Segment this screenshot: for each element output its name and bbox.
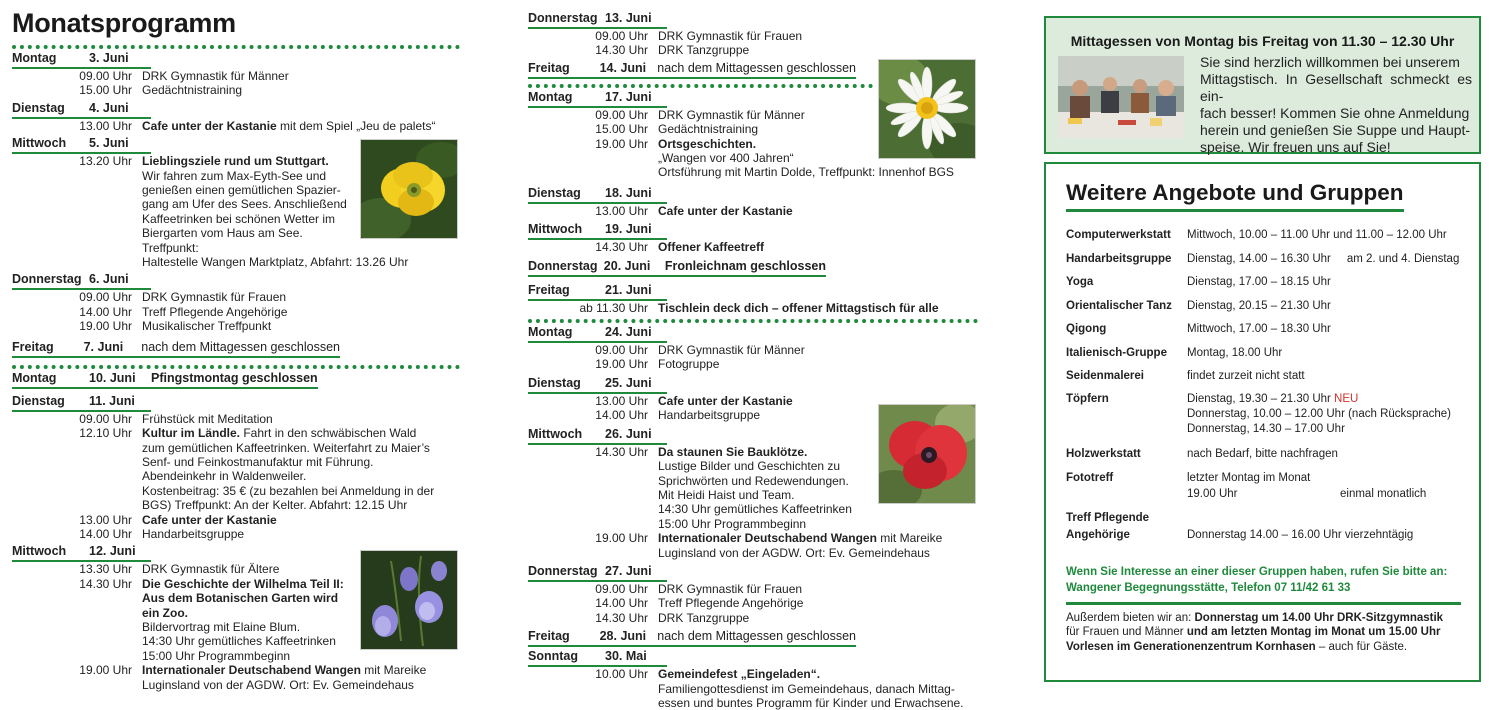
event-text: genießen einen gemütlichen Spazier- xyxy=(142,183,341,198)
day-block-di18 xyxy=(528,186,978,218)
day-block-mo10 xyxy=(12,371,460,389)
event-row: 09.00 Uhr DRK Gymnastik für Frauen xyxy=(79,290,287,305)
page-title: Monatsprogramm xyxy=(12,8,236,38)
event-row: 09.00 Uhr Frühstück mit Meditation xyxy=(79,411,273,426)
event-row: 12.10 Uhr Kultur im Ländle. Fahrt in den schwäbischen Wald xyxy=(79,426,417,441)
event-text: zum gemütlichen Kaffeetrinken. Weiterfahrt zu Maier’s xyxy=(142,440,430,455)
event-row: 13.00 Uhr Cafe unter der Kastanie xyxy=(595,203,793,218)
day-header: Dienstag 18. Juni xyxy=(528,186,667,204)
group-row-holzwerkstatt: Holzwerkstatt nach Bedarf, bitte nachfragen xyxy=(1066,447,1338,460)
event-row: 15.00 Uhr Gedächtnistraining xyxy=(79,83,243,98)
contact-info: Wenn Sie Interesse an einer dieser Gruppen haben, rufen Sie bitte an: Wangener Begegnungsstätte, Telefon 07 11/42 61 33 xyxy=(1066,564,1461,605)
event-text: Familiengottesdienst im Gemeindehaus, danach Mittag- xyxy=(658,681,955,696)
event-row: 14.30 Uhr Offener Kaffeetreff xyxy=(595,240,765,255)
event-row: 09.00 Uhr DRK Gymnastik für Frauen xyxy=(595,581,803,596)
day-block-do27 xyxy=(528,564,978,625)
program-column-1 xyxy=(12,0,460,692)
event-row: 19.00 Uhr Fotogruppe xyxy=(595,357,720,372)
dotted-separator xyxy=(12,45,460,49)
day-block-di4 xyxy=(12,101,460,133)
day-header: Sonntag 30. Mai xyxy=(528,649,667,667)
event-text: gang am Ufer des Sees. Anschließend xyxy=(142,197,347,212)
event-text: „Wangen vor 400 Jahren“ xyxy=(658,151,794,166)
day-block-do20 xyxy=(528,259,978,277)
group-row-computer: Computerwerkstatt Mittwoch, 10.00 – 11.00 Uhr und 11.00 – 12.00 Uhr xyxy=(1066,229,1447,241)
daisy-photo xyxy=(878,59,976,159)
event-text: Ortsführung mit Martin Dolde, Treffpunkt: Innenhof BGS xyxy=(658,165,954,180)
day-header: Freitag 14. Juni nach dem Mittagessen geschlossen xyxy=(528,61,856,79)
day-block-do13 xyxy=(528,11,978,58)
group-row-orient-tanz: Orientalischer Tanz Dienstag, 20.15 – 21.30 Uhr xyxy=(1066,299,1331,312)
event-text: Kaffeetrinken bei schönen Wetter im xyxy=(142,211,335,226)
lunch-heading: Mittagessen von Montag bis Freitag von 11.30 – 12.30 Uhr xyxy=(1070,33,1455,49)
dotted-separator xyxy=(528,84,873,88)
day-header: Dienstag 25. Juni xyxy=(528,376,667,394)
day-header: Freitag 28. Juni nach dem Mittagessen geschlossen xyxy=(528,629,856,647)
event-row: 13.00 Uhr Cafe unter der Kastanie xyxy=(79,512,277,527)
event-row: 14.00 Uhr Treff Pflegende Angehörige xyxy=(595,596,804,611)
info-column xyxy=(1044,0,1481,703)
day-block-fr28 xyxy=(528,629,978,647)
day-block-mo3 xyxy=(12,51,460,98)
day-header: Donnerstag 13. Juni xyxy=(528,11,667,29)
group-row-fototreff: Fototreff letzter Montag im Monat 19.00 Uhr einmal monatlich xyxy=(1066,471,1427,500)
event-row: 19.00 Uhr Internationaler Deutschabend Wangen mit Mareike xyxy=(595,531,943,546)
event-text: Mit Heidi Haist und Team. xyxy=(658,487,795,502)
event-text: ein Zoo. xyxy=(142,605,188,620)
event-text: essen und buntes Programm für Kinder und Erwachsene. xyxy=(658,695,964,710)
group-row-treff-pflegende: Treff Pflegende Angehörige Donnerstag 14.00 – 16.00 Uhr vierzehntägig xyxy=(1066,511,1414,541)
group-row-qigong: Qigong Mittwoch, 17.00 – 18.30 Uhr xyxy=(1066,323,1331,335)
event-row: 14.30 Uhr Die Geschichte der Wilhelma Teil II: xyxy=(79,576,344,591)
event-text: Senf- und Feinkostmanufaktur mit Führung. xyxy=(142,454,374,469)
day-block-di11 xyxy=(12,394,460,542)
event-text: Kostenbeitrag: 35 € (zu bezahlen bei Anmeldung in der xyxy=(142,483,435,498)
group-row-yoga: Yoga Dienstag, 17.00 – 18.15 Uhr xyxy=(1066,276,1331,288)
event-row: 15.00 Uhr Gedächtnistraining xyxy=(595,122,759,137)
event-row: 14.00 Uhr Treff Pflegende Angehörige xyxy=(79,304,288,319)
lunch-text: Sie sind herzlich willkommen bei unserem Mittagstisch. In Gesellschaft schmeckt es ein- fach besser! Kommen Sie ohne Anmeldung herein und genießen Sie Suppe und Haupt- speise. Wir freuen uns auf Sie! xyxy=(1200,54,1472,155)
day-header: Mittwoch 19. Juni xyxy=(528,222,667,240)
event-text: Abendeinkehr in Waldenweiler. xyxy=(142,469,307,484)
day-block-fr21 xyxy=(528,283,978,315)
day-block-so30 xyxy=(528,649,978,710)
event-text: 14:30 Uhr gemütliches Kaffeetrinken xyxy=(658,502,852,517)
day-header: Mittwoch 5. Juni xyxy=(12,136,151,154)
day-block-mo24 xyxy=(528,325,978,372)
event-row: 14.00 Uhr Handarbeitsgruppe xyxy=(79,526,245,541)
day-header: Montag 3. Juni xyxy=(12,51,151,69)
event-row: 13.00 Uhr Cafe unter der Kastanie mit dem Spiel „Jeu de palets“ xyxy=(79,118,436,133)
event-row: 14.00 Uhr Handarbeitsgruppe xyxy=(595,408,761,423)
event-row: 09.00 Uhr DRK Gymnastik für Männer xyxy=(79,69,289,83)
event-text: 15:00 Uhr Programmbeginn xyxy=(142,648,291,663)
day-header: Mittwoch 26. Juni xyxy=(528,427,667,445)
event-row: 09.00 Uhr DRK Gymnastik für Frauen xyxy=(595,29,803,43)
day-header: Donnerstag 20. Juni Fronleichnam geschlossen xyxy=(528,259,826,277)
new-badge: NEU xyxy=(1334,392,1359,405)
day-block-mi19 xyxy=(528,222,978,254)
event-text: Luginsland von der AGDW. Ort: Ev. Gemeindehaus xyxy=(142,677,414,692)
group-row-handarbeit: Handarbeitsgruppe Dienstag, 14.00 – 16.30 Uhr am 2. und 4. Dienstag xyxy=(1066,252,1460,265)
day-header: Montag 17. Juni xyxy=(528,90,667,108)
lunch-info-box xyxy=(1044,16,1481,154)
event-text: Luginsland von der AGDW. Ort: Ev. Gemeindehaus xyxy=(658,545,930,560)
event-row: 19.00 Uhr Ortsgeschichten. xyxy=(595,136,757,151)
day-block-do6 xyxy=(12,272,460,333)
day-header: Montag 24. Juni xyxy=(528,325,667,343)
group-row-italienisch: Italienisch-Gruppe Montag, 18.00 Uhr xyxy=(1066,346,1283,359)
dotted-separator xyxy=(528,319,978,323)
extra-offers: Außerdem bieten wir an: Donnerstag um 14.00 Uhr DRK-Sitzgymnastik für Frauen und Männer und am letzten Montag im Monat um 15.00 Uhr Vorlesen im Generationenzentrum Kornhasen – auch für Gäste. xyxy=(1066,611,1444,653)
event-row: 13.30 Uhr DRK Gymnastik für Ältere xyxy=(79,562,280,577)
event-row: 14.30 Uhr DRK Tanzgruppe xyxy=(595,610,750,625)
event-text: Biergarten vom Haus am See. xyxy=(142,226,303,241)
event-row: 13.20 Uhr Lieblingsziele rund um Stuttgart. xyxy=(79,154,329,169)
event-text: Sprichwörten und Redewendungen. xyxy=(658,473,849,488)
day-block-fr7 xyxy=(12,340,460,358)
day-header: Donnerstag 27. Juni xyxy=(528,564,667,582)
day-header: Montag 10. Juni Pfingstmontag geschlossen xyxy=(12,371,318,389)
event-text: Treffpunkt: xyxy=(142,240,199,255)
program-column-2 xyxy=(528,11,978,710)
lunch-group-photo xyxy=(1058,56,1184,138)
event-row: 19.00 Uhr Musikalischer Treffpunkt xyxy=(79,319,272,334)
day-header: Dienstag 11. Juni xyxy=(12,394,151,412)
event-text: Bildervortrag mit Elaine Blum. xyxy=(142,619,301,634)
event-row: 09.00 Uhr DRK Gymnastik für Männer xyxy=(595,107,805,122)
event-row: 14.30 Uhr Da staunen Sie Bauklötze. xyxy=(595,444,808,459)
event-row: 10.00 Uhr Gemeindefest „Eingeladen“. xyxy=(595,667,821,682)
event-text: Lustige Bilder und Geschichten zu xyxy=(658,459,841,474)
day-header: Mittwoch 12. Juni xyxy=(12,544,151,562)
event-text: Wir fahren zum Max-Eyth-See und xyxy=(142,168,327,183)
event-row: ab 11.30 Uhr Tischlein deck dich – offener Mittagstisch für alle xyxy=(579,300,939,315)
event-text: Aus dem Botanischen Garten wird xyxy=(142,591,339,606)
event-text: 14:30 Uhr gemütliches Kaffeetrinken xyxy=(142,634,336,649)
day-header: Dienstag 4. Juni xyxy=(12,101,151,119)
red-poppy-photo xyxy=(878,404,976,504)
group-row-seidenmalerei: Seidenmalerei findet zurzeit nicht statt xyxy=(1066,370,1305,382)
day-header: Freitag 7. Juni nach dem Mittagessen geschlossen xyxy=(12,340,340,358)
event-row: 19.00 Uhr Internationaler Deutschabend Wangen mit Mareike xyxy=(79,663,427,678)
groups-box xyxy=(1044,162,1481,682)
event-row: 13.00 Uhr Cafe unter der Kastanie xyxy=(595,393,793,408)
dotted-separator xyxy=(12,365,460,369)
event-row: 14.30 Uhr DRK Tanzgruppe xyxy=(595,43,750,58)
bellflower-photo xyxy=(360,550,458,650)
group-row-toepfern: Töpfern Dienstag, 19.30 – 21.30 Uhr NEU Donnerstag, 10.00 – 12.00 Uhr (nach Rücksprache) Donnerstag, 14.30 – 17.00 Uhr xyxy=(1066,392,1452,435)
yellow-poppy-photo xyxy=(360,139,458,239)
event-text: Haltestelle Wangen Marktplatz, Abfahrt: 13.26 Uhr xyxy=(142,255,409,270)
day-header: Donnerstag 6. Juni xyxy=(12,272,151,290)
groups-heading: Weitere Angebote und Gruppen xyxy=(1066,180,1404,212)
event-text: BGS) Treffpunkt: An der Kelter. Abfahrt: 12.15 Uhr xyxy=(142,498,408,513)
event-row: 09.00 Uhr DRK Gymnastik für Männer xyxy=(595,343,805,358)
day-header: Freitag 21. Juni xyxy=(528,283,667,301)
event-text: 15:00 Uhr Programmbeginn xyxy=(658,516,807,531)
